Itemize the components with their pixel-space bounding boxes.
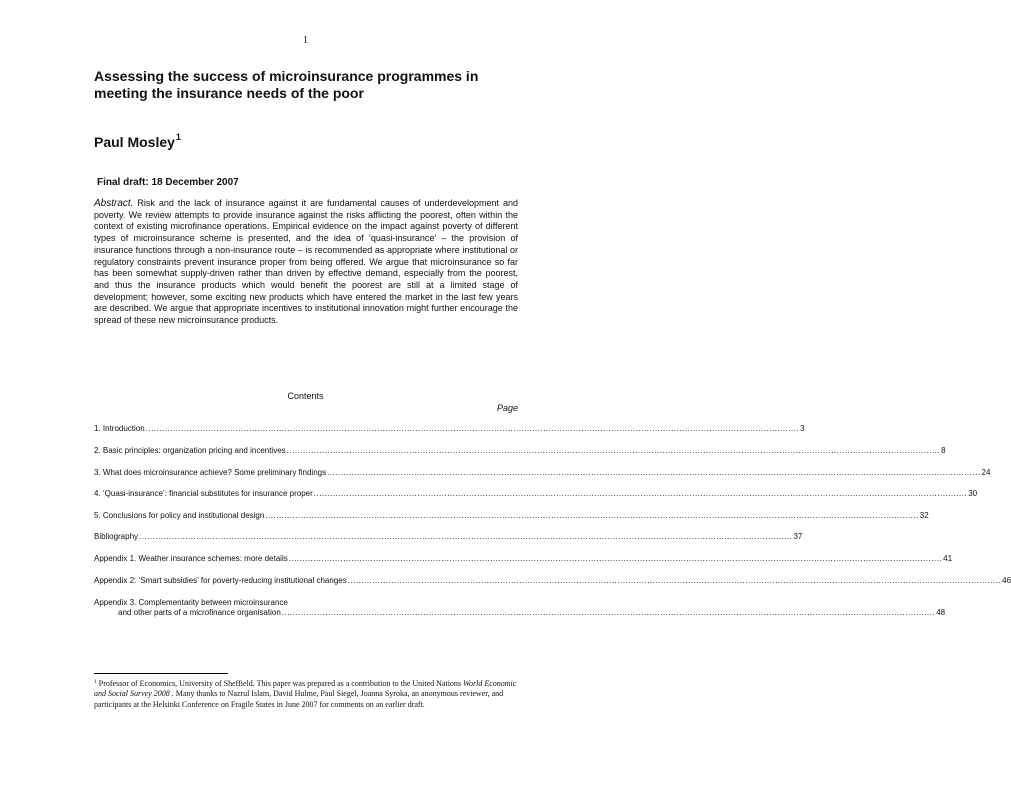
toc-leader-dots: ................................................................................................................................................................................................................................................	[347, 576, 1002, 585]
footnote-text-end: . Many thanks to Nazrul Islam, David Hulme, Paul Siegel, Joanna Syroka, an anonymous reviewer, and participants at the Helsinki Conference on Fragile States in June 2007 for comments on an earlier draft.	[94, 689, 504, 709]
page-number: 1	[303, 35, 308, 46]
author-footnote-marker[interactable]: 1	[175, 132, 181, 142]
toc-entry-title: 4. ‘Quasi-insurance’: financial substitutes for insurance proper	[94, 489, 313, 498]
toc-entry-title: Appendix 1. Weather insurance schemes: more details	[94, 554, 288, 563]
toc-entry-title: 1. Introduction	[94, 424, 145, 433]
toc-entry-page: 8	[941, 446, 946, 455]
footnote-separator	[94, 673, 228, 674]
toc-entry-page: 30	[968, 489, 978, 498]
toc-leader-dots: ................................................................................................................................................................................................................................................	[288, 554, 943, 563]
contents-page-column-label: Page	[497, 403, 519, 413]
author-line	[94, 132, 181, 150]
toc-leader-dots: ................................................................................................................................................................................................................................................	[327, 468, 981, 477]
toc-entry-title: Bibliography	[94, 532, 139, 541]
toc-entry[interactable]	[94, 576, 1011, 586]
toc-entry-title: 5. Conclusions for policy and institutional design	[94, 511, 265, 520]
abstract	[94, 198, 518, 327]
footnote-marker: 1	[94, 679, 97, 685]
toc-leader-dots: ................................................................................................................................................................................................................................................	[313, 489, 968, 498]
toc-entry-page: 32	[919, 511, 929, 520]
toc-entry[interactable]	[94, 489, 978, 499]
footnote-text-start: Professor of Economics, University of Sheffield. This paper was prepared as a contribution to the United Nations	[96, 679, 464, 688]
toc-leader-dots: ................................................................................................................................................................................................................................................	[281, 608, 936, 617]
toc-entry[interactable]	[94, 554, 953, 564]
draft-date: Final draft: 18 December 2007	[97, 177, 239, 188]
toc-leader-dots: ................................................................................................................................................................................................................................................	[145, 424, 800, 433]
toc-entry-title: 2. Basic principles: organization pricing and incentives	[94, 446, 286, 455]
toc-entry-page: 46	[1002, 576, 1011, 585]
contents-heading: Contents	[287, 391, 324, 401]
toc-entry[interactable]	[94, 511, 929, 521]
toc-entry[interactable]	[94, 424, 805, 434]
toc-entry[interactable]	[94, 532, 803, 542]
toc-entry-page: 41	[943, 554, 953, 563]
toc-entry-page: 24	[981, 468, 991, 477]
toc-leader-dots: ................................................................................................................................................................................................................................................	[139, 532, 793, 541]
author-name: Paul Mosley	[94, 134, 175, 150]
toc-entry[interactable]	[94, 446, 946, 456]
toc-leader-dots: ................................................................................................................................................................................................................................................	[286, 446, 941, 455]
toc-entry-page: 48	[936, 608, 946, 617]
toc-entry-appendix-3[interactable]	[94, 598, 946, 618]
footnote	[94, 677, 518, 710]
toc-leader-dots: ................................................................................................................................................................................................................................................	[265, 511, 919, 520]
document-title: Assessing the success of microinsurance programmes in meeting the insurance needs of the poor	[94, 68, 479, 101]
toc-entry-title: 3. What does microinsurance achieve? Some preliminary findings	[94, 468, 327, 477]
abstract-label: Abstract.	[94, 198, 134, 209]
toc-entry-title-line-1: Appendix 3. Complementarity between microinsurance	[94, 598, 288, 607]
toc-entry-page: 3	[800, 424, 805, 433]
toc-entry-title-line-2: and other parts of a microfinance organisation	[118, 608, 281, 617]
toc-entry-title: Appendix 2: ‘Smart subsidies’ for poverty-reducing institutional changes	[94, 576, 347, 585]
toc-entry-page: 37	[793, 532, 803, 541]
abstract-text: Risk and the lack of insurance against it are fundamental causes of underdevelopment and poverty. We review attempts to provide insurance against the risks afflicting the poorest, often within the context of existing microfinance operations. Empirical evidence on the impact against poverty of different types of microinsurance scheme is presented, and the idea of ‘quasi-insurance’ – the provision of insurance functions through a non-insurance route – is recommended as appropriate where institutional or regulatory constraints prevent insurance proper from being offered. We argue that microinsurance so far has been somewhat supply-driven rather than driven by effective demand, especially from the poorest, and thus the insurance products which would benefit the poorest are still at a limited stage of development; however, some exciting new products which have entered the market in the last few years are described. We argue that appropriate incentives to institutional innovation might further encourage the spread of these new microinsurance products.	[94, 198, 518, 326]
footnote-publication-title: World Economic and Social Survey 2008	[94, 679, 517, 699]
toc-entry[interactable]	[94, 468, 991, 478]
